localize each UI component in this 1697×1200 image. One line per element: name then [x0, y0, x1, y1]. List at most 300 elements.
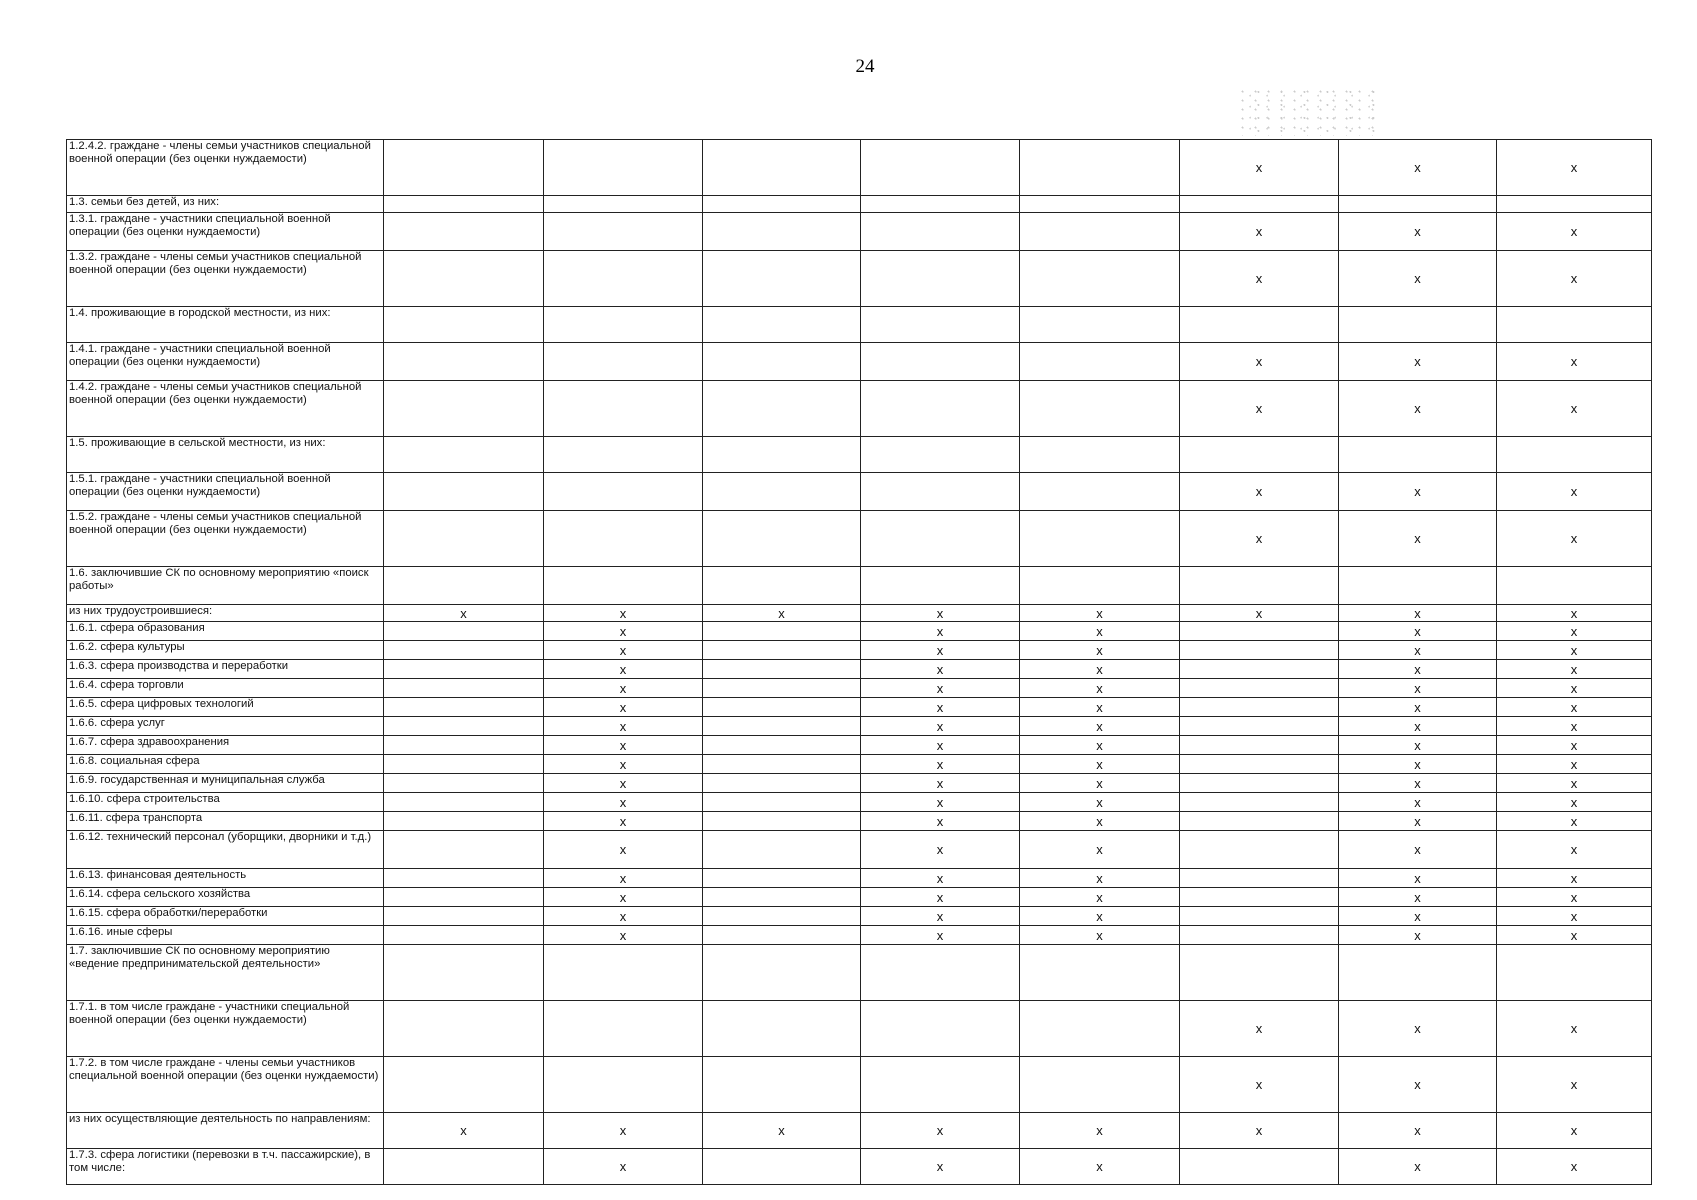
x-mark-cell: x [544, 812, 703, 831]
row-label: 1.6.8. социальная сфера [67, 755, 384, 774]
table-row [67, 1149, 1652, 1185]
empty-cell [384, 679, 544, 698]
row-label: 1.7.1. в том числе граждане - участники специальной военной операции (без оценки нуждаемости) [67, 1001, 384, 1057]
table-row [67, 307, 1652, 343]
empty-cell [384, 755, 544, 774]
table-row [67, 679, 1652, 698]
empty-cell [384, 343, 544, 381]
x-mark-cell: x [1339, 698, 1497, 717]
empty-cell [1497, 567, 1652, 605]
x-mark-cell: x [1497, 622, 1652, 641]
empty-cell [1020, 567, 1180, 605]
empty-cell [861, 196, 1020, 213]
x-mark-cell: x [1180, 605, 1339, 622]
empty-cell [1020, 343, 1180, 381]
x-mark-cell: x [1497, 717, 1652, 736]
row-label: 1.6.5. сфера цифровых технологий [67, 698, 384, 717]
x-mark-cell: x [1339, 1057, 1497, 1113]
x-mark-cell: x [1339, 1149, 1497, 1185]
row-label: 1.4.1. граждане - участники специальной военной операции (без оценки нуждаемости) [67, 343, 384, 381]
empty-cell [1497, 945, 1652, 1001]
x-mark-cell: x [1497, 774, 1652, 793]
empty-cell [544, 213, 703, 251]
x-mark-cell: x [861, 1149, 1020, 1185]
x-mark-cell: x [1339, 1113, 1497, 1149]
table-row [67, 831, 1652, 869]
empty-cell [384, 774, 544, 793]
empty-cell [1180, 717, 1339, 736]
table-row [67, 812, 1652, 831]
x-mark-cell: x [1180, 140, 1339, 196]
empty-cell [1020, 945, 1180, 1001]
empty-cell [384, 717, 544, 736]
empty-cell [544, 437, 703, 473]
empty-cell [1180, 622, 1339, 641]
x-mark-cell: x [1339, 641, 1497, 660]
row-label: 1.4.2. граждане - члены семьи участников специальной военной операции (без оценки нуждаемости) [67, 381, 384, 437]
x-mark-cell: x [1497, 343, 1652, 381]
x-mark-cell: x [861, 869, 1020, 888]
row-label: 1.6.3. сфера производства и переработки [67, 660, 384, 679]
x-mark-cell: x [1497, 888, 1652, 907]
empty-cell [861, 213, 1020, 251]
x-mark-cell: x [1020, 698, 1180, 717]
table-row [67, 605, 1652, 622]
empty-cell [703, 736, 861, 755]
empty-cell [703, 698, 861, 717]
empty-cell [1180, 698, 1339, 717]
x-mark-cell: x [1339, 213, 1497, 251]
empty-cell [384, 567, 544, 605]
empty-cell [544, 1057, 703, 1113]
row-label: 1.6.13. финансовая деятельность [67, 869, 384, 888]
empty-cell [703, 945, 861, 1001]
x-mark-cell: x [1020, 1149, 1180, 1185]
x-mark-cell: x [1339, 926, 1497, 945]
empty-cell [861, 1001, 1020, 1057]
x-mark-cell: x [861, 926, 1020, 945]
x-mark-cell: x [1339, 774, 1497, 793]
empty-cell [703, 343, 861, 381]
x-mark-cell: x [1339, 812, 1497, 831]
table-row [67, 698, 1652, 717]
x-mark-cell: x [1180, 343, 1339, 381]
x-mark-cell: x [1339, 793, 1497, 812]
x-mark-cell: x [544, 774, 703, 793]
empty-cell [703, 567, 861, 605]
table-row [67, 511, 1652, 567]
x-mark-cell: x [1020, 717, 1180, 736]
empty-cell [1180, 660, 1339, 679]
empty-cell [703, 755, 861, 774]
empty-cell [1497, 196, 1652, 213]
row-label: 1.6.6. сфера услуг [67, 717, 384, 736]
table-row [67, 567, 1652, 605]
empty-cell [703, 926, 861, 945]
x-mark-cell: x [1497, 831, 1652, 869]
x-mark-cell: x [1020, 812, 1180, 831]
x-mark-cell: x [1180, 1113, 1339, 1149]
x-mark-cell: x [544, 622, 703, 641]
row-label: 1.6.11. сфера транспорта [67, 812, 384, 831]
x-mark-cell: x [861, 660, 1020, 679]
empty-cell [861, 381, 1020, 437]
table-row [67, 717, 1652, 736]
empty-cell [1180, 736, 1339, 755]
x-mark-cell: x [544, 926, 703, 945]
x-mark-cell: x [703, 1113, 861, 1149]
x-mark-cell: x [1020, 774, 1180, 793]
row-label: 1.5. проживающие в сельской местности, из них: [67, 437, 384, 473]
empty-cell [1180, 869, 1339, 888]
empty-cell [703, 660, 861, 679]
row-label: 1.3.1. граждане - участники специальной военной операции (без оценки нуждаемости) [67, 213, 384, 251]
empty-cell [1020, 381, 1180, 437]
x-mark-cell: x [1497, 793, 1652, 812]
empty-cell [384, 622, 544, 641]
x-mark-cell: x [861, 736, 1020, 755]
empty-cell [1180, 755, 1339, 774]
empty-cell [1339, 307, 1497, 343]
table-row [67, 641, 1652, 660]
table-row [67, 793, 1652, 812]
table-row [67, 140, 1652, 196]
x-mark-cell: x [1339, 831, 1497, 869]
empty-cell [1020, 473, 1180, 511]
x-mark-cell: x [544, 679, 703, 698]
x-mark-cell: x [1339, 755, 1497, 774]
empty-cell [1180, 196, 1339, 213]
x-mark-cell: x [1339, 605, 1497, 622]
empty-cell [384, 831, 544, 869]
x-mark-cell: x [1020, 641, 1180, 660]
empty-cell [1020, 251, 1180, 307]
x-mark-cell: x [1497, 251, 1652, 307]
table-row [67, 1113, 1652, 1149]
empty-cell [703, 888, 861, 907]
x-mark-cell: x [1339, 140, 1497, 196]
row-label: 1.6.1. сфера образования [67, 622, 384, 641]
empty-cell [384, 511, 544, 567]
x-mark-cell: x [384, 605, 544, 622]
empty-cell [384, 926, 544, 945]
x-mark-cell: x [861, 717, 1020, 736]
empty-cell [384, 907, 544, 926]
x-mark-cell: x [544, 717, 703, 736]
x-mark-cell: x [1497, 812, 1652, 831]
x-mark-cell: x [1020, 831, 1180, 869]
empty-cell [544, 567, 703, 605]
empty-cell [384, 1149, 544, 1185]
row-label: 1.7.2. в том числе граждане - члены семьи участников специальной военной операции (без оценки нуждаемости) [67, 1057, 384, 1113]
table-row [67, 622, 1652, 641]
x-mark-cell: x [1020, 660, 1180, 679]
table-row [67, 660, 1652, 679]
x-mark-cell: x [1020, 736, 1180, 755]
x-mark-cell: x [544, 736, 703, 755]
empty-cell [703, 869, 861, 888]
x-mark-cell: x [544, 698, 703, 717]
empty-cell [1339, 945, 1497, 1001]
empty-cell [1020, 307, 1180, 343]
x-mark-cell: x [1339, 736, 1497, 755]
x-mark-cell: x [1497, 473, 1652, 511]
empty-cell [703, 1001, 861, 1057]
empty-cell [1180, 831, 1339, 869]
x-mark-cell: x [544, 1149, 703, 1185]
empty-cell [1020, 437, 1180, 473]
row-label: из них трудоустроившиеся: [67, 605, 384, 622]
x-mark-cell: x [1339, 660, 1497, 679]
empty-cell [544, 196, 703, 213]
empty-cell [384, 1001, 544, 1057]
empty-cell [384, 140, 544, 196]
empty-cell [384, 307, 544, 343]
x-mark-cell: x [1339, 511, 1497, 567]
row-label: 1.6.14. сфера сельского хозяйства [67, 888, 384, 907]
empty-cell [703, 679, 861, 698]
x-mark-cell: x [544, 793, 703, 812]
x-mark-cell: x [1497, 381, 1652, 437]
empty-cell [703, 307, 861, 343]
table-row [67, 473, 1652, 511]
x-mark-cell: x [1339, 679, 1497, 698]
empty-cell [1497, 307, 1652, 343]
empty-cell [1180, 812, 1339, 831]
empty-cell [384, 251, 544, 307]
row-label: 1.6.2. сфера культуры [67, 641, 384, 660]
page-number: 24 [855, 56, 875, 77]
row-label: 1.3. семьи без детей, из них: [67, 196, 384, 213]
empty-cell [1020, 213, 1180, 251]
table-row [67, 945, 1652, 1001]
empty-cell [384, 473, 544, 511]
empty-cell [861, 511, 1020, 567]
row-label: 1.6.10. сфера строительства [67, 793, 384, 812]
empty-cell [703, 196, 861, 213]
table-row [67, 926, 1652, 945]
x-mark-cell: x [1339, 381, 1497, 437]
empty-cell [861, 473, 1020, 511]
x-mark-cell: x [1020, 907, 1180, 926]
x-mark-cell: x [861, 1113, 1020, 1149]
x-mark-cell: x [1339, 343, 1497, 381]
table-row [67, 343, 1652, 381]
x-mark-cell: x [861, 679, 1020, 698]
scan-artifact [1240, 88, 1380, 136]
empty-cell [544, 381, 703, 437]
x-mark-cell: x [861, 793, 1020, 812]
empty-cell [703, 251, 861, 307]
empty-cell [1180, 774, 1339, 793]
empty-cell [1339, 437, 1497, 473]
empty-cell [384, 381, 544, 437]
x-mark-cell: x [1180, 1057, 1339, 1113]
empty-cell [861, 251, 1020, 307]
x-mark-cell: x [1497, 641, 1652, 660]
x-mark-cell: x [544, 641, 703, 660]
empty-cell [1180, 793, 1339, 812]
empty-cell [703, 140, 861, 196]
empty-cell [1180, 888, 1339, 907]
empty-cell [544, 511, 703, 567]
table-row [67, 774, 1652, 793]
x-mark-cell: x [1180, 251, 1339, 307]
x-mark-cell: x [1497, 1001, 1652, 1057]
x-mark-cell: x [1339, 907, 1497, 926]
x-mark-cell: x [544, 660, 703, 679]
empty-cell [544, 945, 703, 1001]
empty-cell [384, 660, 544, 679]
empty-cell [1180, 926, 1339, 945]
empty-cell [384, 698, 544, 717]
report-table [66, 139, 1652, 1185]
empty-cell [384, 869, 544, 888]
empty-cell [1020, 140, 1180, 196]
x-mark-cell: x [1497, 869, 1652, 888]
x-mark-cell: x [1339, 473, 1497, 511]
row-label: 1.4. проживающие в городской местности, из них: [67, 307, 384, 343]
empty-cell [703, 717, 861, 736]
empty-cell [703, 381, 861, 437]
empty-cell [861, 567, 1020, 605]
table-row [67, 251, 1652, 307]
empty-cell [1180, 307, 1339, 343]
x-mark-cell: x [1180, 511, 1339, 567]
table-row [67, 381, 1652, 437]
empty-cell [703, 774, 861, 793]
x-mark-cell: x [544, 605, 703, 622]
empty-cell [544, 473, 703, 511]
empty-cell [703, 812, 861, 831]
x-mark-cell: x [1020, 755, 1180, 774]
row-label: 1.7. заключившие СК по основному мероприятию «ведение предпринимательской деятельности» [67, 945, 384, 1001]
empty-cell [544, 307, 703, 343]
row-label: 1.5.2. граждане - члены семьи участников специальной военной операции (без оценки нуждаемости) [67, 511, 384, 567]
empty-cell [1339, 196, 1497, 213]
empty-cell [1180, 437, 1339, 473]
table-row [67, 736, 1652, 755]
empty-cell [544, 251, 703, 307]
table-row [67, 196, 1652, 213]
empty-cell [703, 511, 861, 567]
table-row [67, 869, 1652, 888]
x-mark-cell: x [1180, 213, 1339, 251]
empty-cell [861, 945, 1020, 1001]
empty-cell [703, 622, 861, 641]
table-row [67, 213, 1652, 251]
x-mark-cell: x [861, 774, 1020, 793]
x-mark-cell: x [1020, 1113, 1180, 1149]
x-mark-cell: x [1020, 622, 1180, 641]
row-label: 1.6.4. сфера торговли [67, 679, 384, 698]
x-mark-cell: x [1497, 1113, 1652, 1149]
x-mark-cell: x [1020, 793, 1180, 812]
x-mark-cell: x [861, 641, 1020, 660]
x-mark-cell: x [1497, 511, 1652, 567]
empty-cell [1180, 567, 1339, 605]
row-label: 1.6.16. иные сферы [67, 926, 384, 945]
row-label: 1.3.2. граждане - члены семьи участников специальной военной операции (без оценки нуждаемости) [67, 251, 384, 307]
empty-cell [544, 1001, 703, 1057]
x-mark-cell: x [1497, 926, 1652, 945]
row-label: 1.6.15. сфера обработки/переработки [67, 907, 384, 926]
empty-cell [703, 793, 861, 812]
x-mark-cell: x [1180, 473, 1339, 511]
row-label: 1.6.7. сфера здравоохранения [67, 736, 384, 755]
table-row [67, 755, 1652, 774]
x-mark-cell: x [1339, 888, 1497, 907]
empty-cell [703, 1149, 861, 1185]
empty-cell [1020, 511, 1180, 567]
row-label: 1.6. заключившие СК по основному мероприятию «поиск работы» [67, 567, 384, 605]
x-mark-cell: x [1020, 679, 1180, 698]
empty-cell [1339, 567, 1497, 605]
x-mark-cell: x [861, 755, 1020, 774]
empty-cell [1180, 641, 1339, 660]
empty-cell [861, 1057, 1020, 1113]
x-mark-cell: x [703, 605, 861, 622]
table-row [67, 1001, 1652, 1057]
x-mark-cell: x [1339, 622, 1497, 641]
empty-cell [703, 907, 861, 926]
x-mark-cell: x [1497, 1057, 1652, 1113]
x-mark-cell: x [1497, 213, 1652, 251]
row-label: 1.2.4.2. граждане - члены семьи участников специальной военной операции (без оценки нуждаемости) [67, 140, 384, 196]
x-mark-cell: x [861, 907, 1020, 926]
x-mark-cell: x [1339, 251, 1497, 307]
empty-cell [1180, 679, 1339, 698]
empty-cell [861, 307, 1020, 343]
empty-cell [384, 641, 544, 660]
x-mark-cell: x [1180, 381, 1339, 437]
empty-cell [703, 473, 861, 511]
x-mark-cell: x [1497, 755, 1652, 774]
x-mark-cell: x [1339, 869, 1497, 888]
x-mark-cell: x [861, 812, 1020, 831]
x-mark-cell: x [861, 831, 1020, 869]
empty-cell [1180, 907, 1339, 926]
x-mark-cell: x [1497, 660, 1652, 679]
x-mark-cell: x [544, 755, 703, 774]
empty-cell [703, 437, 861, 473]
row-label: из них осуществляющие деятельность по направлениям: [67, 1113, 384, 1149]
empty-cell [384, 812, 544, 831]
x-mark-cell: x [544, 831, 703, 869]
x-mark-cell: x [384, 1113, 544, 1149]
empty-cell [544, 343, 703, 381]
row-label: 1.7.3. сфера логистики (перевозки в т.ч. пассажирские), в том числе: [67, 1149, 384, 1185]
x-mark-cell: x [1497, 140, 1652, 196]
x-mark-cell: x [861, 622, 1020, 641]
x-mark-cell: x [861, 605, 1020, 622]
empty-cell [703, 641, 861, 660]
empty-cell [861, 343, 1020, 381]
x-mark-cell: x [1497, 907, 1652, 926]
x-mark-cell: x [1180, 1001, 1339, 1057]
empty-cell [544, 140, 703, 196]
x-mark-cell: x [1497, 698, 1652, 717]
empty-cell [384, 736, 544, 755]
empty-cell [384, 213, 544, 251]
row-label: 1.6.9. государственная и муниципальная служба [67, 774, 384, 793]
row-label: 1.6.12. технический персонал (уборщики, дворники и т.д.) [67, 831, 384, 869]
x-mark-cell: x [1020, 869, 1180, 888]
empty-cell [1180, 945, 1339, 1001]
empty-cell [861, 437, 1020, 473]
x-mark-cell: x [1339, 1001, 1497, 1057]
empty-cell [1020, 196, 1180, 213]
